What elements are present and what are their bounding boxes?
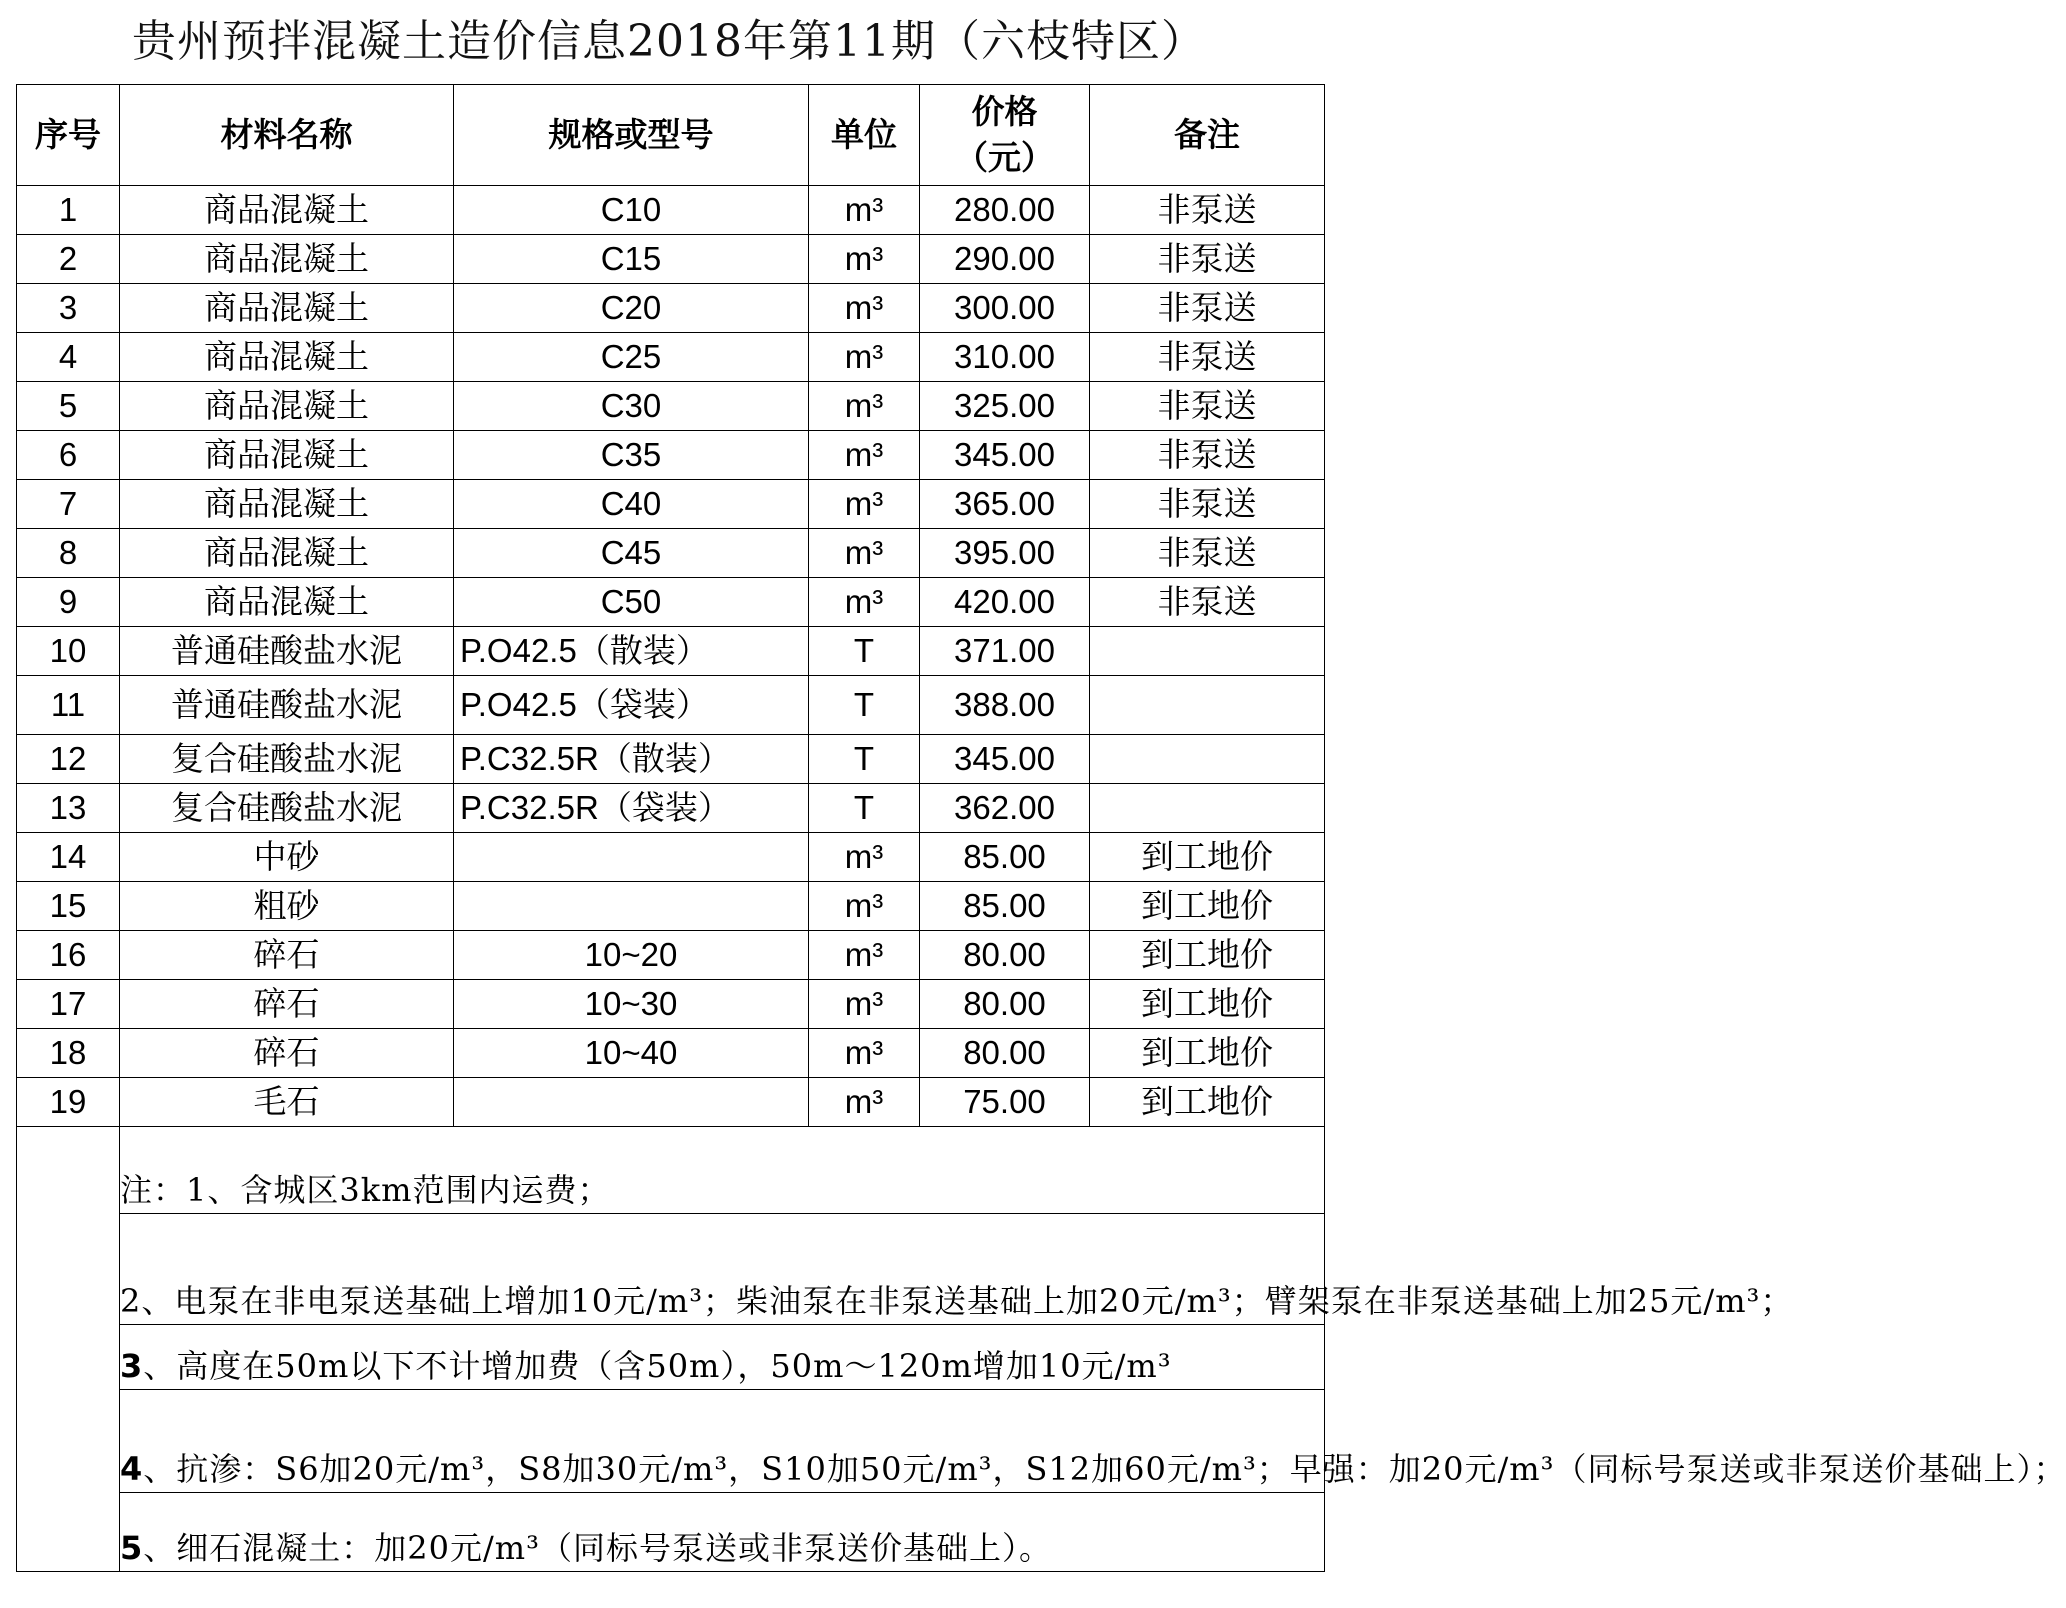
note-4-number: 4 — [120, 1450, 144, 1488]
row-remark: 到工地价 — [1090, 980, 1325, 1029]
row-spec — [454, 1078, 809, 1127]
note-5-number: 5 — [120, 1529, 144, 1567]
row-spec: C30 — [454, 382, 809, 431]
row-seq: 3 — [17, 284, 120, 333]
row-price: 395.00 — [920, 529, 1090, 578]
row-remark: 到工地价 — [1090, 833, 1325, 882]
row-seq: 18 — [17, 1029, 120, 1078]
row-spec — [454, 833, 809, 882]
row-seq: 15 — [17, 882, 120, 931]
row-seq: 6 — [17, 431, 120, 480]
row-spec: C35 — [454, 431, 809, 480]
row-material-name: 碎石 — [120, 931, 454, 980]
row-material-name: 商品混凝土 — [120, 529, 454, 578]
note-row-4 — [17, 1390, 1325, 1493]
note-3-text: 、高度在50m以下不计增加费（含50m），50m～120m增加10元/m³ — [143, 1347, 1172, 1385]
row-spec: C25 — [454, 333, 809, 382]
row-price: 345.00 — [920, 735, 1090, 784]
row-material-name: 商品混凝土 — [120, 235, 454, 284]
note-5-text: 、细石混凝土：加20元/m³（同标号泵送或非泵送价基础上）。 — [143, 1529, 1052, 1567]
table-row — [17, 882, 1325, 931]
row-material-name: 商品混凝土 — [120, 578, 454, 627]
row-unit: m³ — [809, 833, 920, 882]
row-material-name: 商品混凝土 — [120, 480, 454, 529]
notes-left-cell — [17, 1127, 120, 1572]
header-price — [920, 85, 1090, 186]
row-spec: 10~20 — [454, 931, 809, 980]
price-table — [16, 84, 2066, 1572]
row-remark — [1090, 627, 1325, 676]
row-seq: 10 — [17, 627, 120, 676]
header-price-line1: 价格 — [971, 92, 1038, 131]
row-material-name: 普通硅酸盐水泥 — [120, 676, 454, 735]
row-spec: C20 — [454, 284, 809, 333]
row-price: 280.00 — [920, 186, 1090, 235]
row-price: 85.00 — [920, 833, 1090, 882]
row-remark: 非泵送 — [1090, 529, 1325, 578]
row-spec: P.O42.5（散装） — [454, 627, 809, 676]
table-row — [17, 1029, 1325, 1078]
row-unit: m³ — [809, 186, 920, 235]
row-seq: 1 — [17, 186, 120, 235]
row-unit: T — [809, 784, 920, 833]
row-spec: C15 — [454, 235, 809, 284]
note-row-3 — [17, 1325, 1325, 1390]
row-spec: C45 — [454, 529, 809, 578]
row-unit: T — [809, 735, 920, 784]
row-unit: T — [809, 627, 920, 676]
table-row — [17, 676, 1325, 735]
row-spec: P.C32.5R（散装） — [454, 735, 809, 784]
row-seq: 4 — [17, 333, 120, 382]
table-row — [17, 235, 1325, 284]
table-row — [17, 1078, 1325, 1127]
row-price: 75.00 — [920, 1078, 1090, 1127]
header-name: 材料名称 — [120, 85, 454, 186]
table-row — [17, 784, 1325, 833]
row-remark — [1090, 735, 1325, 784]
row-seq: 19 — [17, 1078, 120, 1127]
row-unit: m³ — [809, 578, 920, 627]
row-spec: P.O42.5（袋装） — [454, 676, 809, 735]
note-4-text: 、抗渗：S6加20元/m³，S8加30元/m³，S10加50元/m³，S12加60元/m³；早强：加20元/m³（同标号泵送或非泵送价基础上）； — [143, 1450, 2066, 1488]
row-spec: C40 — [454, 480, 809, 529]
header-unit: 单位 — [809, 85, 920, 186]
row-price: 365.00 — [920, 480, 1090, 529]
note-1: 注：1、含城区3km范围内运费； — [120, 1127, 1325, 1214]
row-price: 420.00 — [920, 578, 1090, 627]
row-seq: 2 — [17, 235, 120, 284]
table-row — [17, 931, 1325, 980]
row-seq: 17 — [17, 980, 120, 1029]
row-seq: 9 — [17, 578, 120, 627]
page-title: 贵州预拌混凝土造价信息2018年第11期（六枝特区） — [132, 16, 1206, 67]
header-seq: 序号 — [17, 85, 120, 186]
table-row — [17, 333, 1325, 382]
row-spec: P.C32.5R（袋装） — [454, 784, 809, 833]
note-row-1 — [17, 1127, 1325, 1214]
row-unit: m³ — [809, 529, 920, 578]
row-price: 80.00 — [920, 1029, 1090, 1078]
row-seq: 16 — [17, 931, 120, 980]
row-material-name: 普通硅酸盐水泥 — [120, 627, 454, 676]
table-row — [17, 529, 1325, 578]
note-3 — [120, 1325, 1325, 1390]
row-price: 388.00 — [920, 676, 1090, 735]
row-spec: 10~30 — [454, 980, 809, 1029]
table-body — [17, 186, 1325, 1127]
table-row — [17, 980, 1325, 1029]
row-spec — [454, 882, 809, 931]
row-unit: m³ — [809, 1078, 920, 1127]
row-price: 310.00 — [920, 333, 1090, 382]
row-unit: m³ — [809, 1029, 920, 1078]
note-3-number: 3 — [120, 1347, 144, 1385]
row-remark — [1090, 784, 1325, 833]
row-remark: 非泵送 — [1090, 186, 1325, 235]
note-2: 2、电泵在非电泵送基础上增加10元/m³；柴油泵在非泵送基础上加20元/m³；臂架泵在非泵送基础上加25元/m³； — [120, 1214, 1325, 1325]
row-remark: 非泵送 — [1090, 382, 1325, 431]
row-unit: m³ — [809, 980, 920, 1029]
row-seq: 14 — [17, 833, 120, 882]
row-unit: m³ — [809, 235, 920, 284]
row-unit: m³ — [809, 931, 920, 980]
table-row — [17, 833, 1325, 882]
row-material-name: 商品混凝土 — [120, 186, 454, 235]
row-seq: 13 — [17, 784, 120, 833]
row-seq: 12 — [17, 735, 120, 784]
row-seq: 5 — [17, 382, 120, 431]
row-remark: 非泵送 — [1090, 284, 1325, 333]
row-price: 345.00 — [920, 431, 1090, 480]
table-row — [17, 578, 1325, 627]
row-price: 362.00 — [920, 784, 1090, 833]
row-unit: m³ — [809, 431, 920, 480]
note-row-2 — [17, 1214, 1325, 1325]
row-material-name: 复合硅酸盐水泥 — [120, 784, 454, 833]
row-price: 80.00 — [920, 931, 1090, 980]
row-unit: m³ — [809, 382, 920, 431]
note-5 — [120, 1493, 1325, 1572]
table-row — [17, 382, 1325, 431]
row-material-name: 商品混凝土 — [120, 431, 454, 480]
notes-section — [17, 1127, 2066, 1572]
row-material-name: 毛石 — [120, 1078, 454, 1127]
row-spec: C50 — [454, 578, 809, 627]
row-price: 290.00 — [920, 235, 1090, 284]
row-remark: 非泵送 — [1090, 431, 1325, 480]
table-row — [17, 480, 1325, 529]
header-row — [17, 85, 1325, 186]
header-remark: 备注 — [1090, 85, 1325, 186]
row-seq: 7 — [17, 480, 120, 529]
row-remark: 到工地价 — [1090, 931, 1325, 980]
row-price: 80.00 — [920, 980, 1090, 1029]
row-material-name: 碎石 — [120, 1029, 454, 1078]
row-remark: 到工地价 — [1090, 1029, 1325, 1078]
row-unit: m³ — [809, 284, 920, 333]
table-row — [17, 186, 1325, 235]
row-remark: 非泵送 — [1090, 480, 1325, 529]
row-spec: C10 — [454, 186, 809, 235]
row-remark: 非泵送 — [1090, 578, 1325, 627]
row-material-name: 中砂 — [120, 833, 454, 882]
row-price: 300.00 — [920, 284, 1090, 333]
row-remark: 非泵送 — [1090, 235, 1325, 284]
row-unit: m³ — [809, 480, 920, 529]
row-seq: 11 — [17, 676, 120, 735]
row-material-name: 商品混凝土 — [120, 382, 454, 431]
row-price: 85.00 — [920, 882, 1090, 931]
row-material-name: 商品混凝土 — [120, 333, 454, 382]
note-4 — [120, 1390, 2066, 1493]
note-row-5 — [17, 1493, 1325, 1572]
row-remark — [1090, 676, 1325, 735]
row-material-name: 粗砂 — [120, 882, 454, 931]
row-remark: 到工地价 — [1090, 1078, 1325, 1127]
row-unit: T — [809, 676, 920, 735]
row-unit: m³ — [809, 333, 920, 382]
row-price: 371.00 — [920, 627, 1090, 676]
row-material-name: 商品混凝土 — [120, 284, 454, 333]
table-row — [17, 627, 1325, 676]
header-price-line2: （元） — [955, 138, 1054, 177]
header-spec: 规格或型号 — [454, 85, 809, 186]
row-unit: m³ — [809, 882, 920, 931]
row-price: 325.00 — [920, 382, 1090, 431]
row-spec: 10~40 — [454, 1029, 809, 1078]
table-row — [17, 284, 1325, 333]
row-remark: 非泵送 — [1090, 333, 1325, 382]
table-row — [17, 431, 1325, 480]
row-seq: 8 — [17, 529, 120, 578]
row-material-name: 复合硅酸盐水泥 — [120, 735, 454, 784]
table-row — [17, 735, 1325, 784]
row-material-name: 碎石 — [120, 980, 454, 1029]
row-remark: 到工地价 — [1090, 882, 1325, 931]
